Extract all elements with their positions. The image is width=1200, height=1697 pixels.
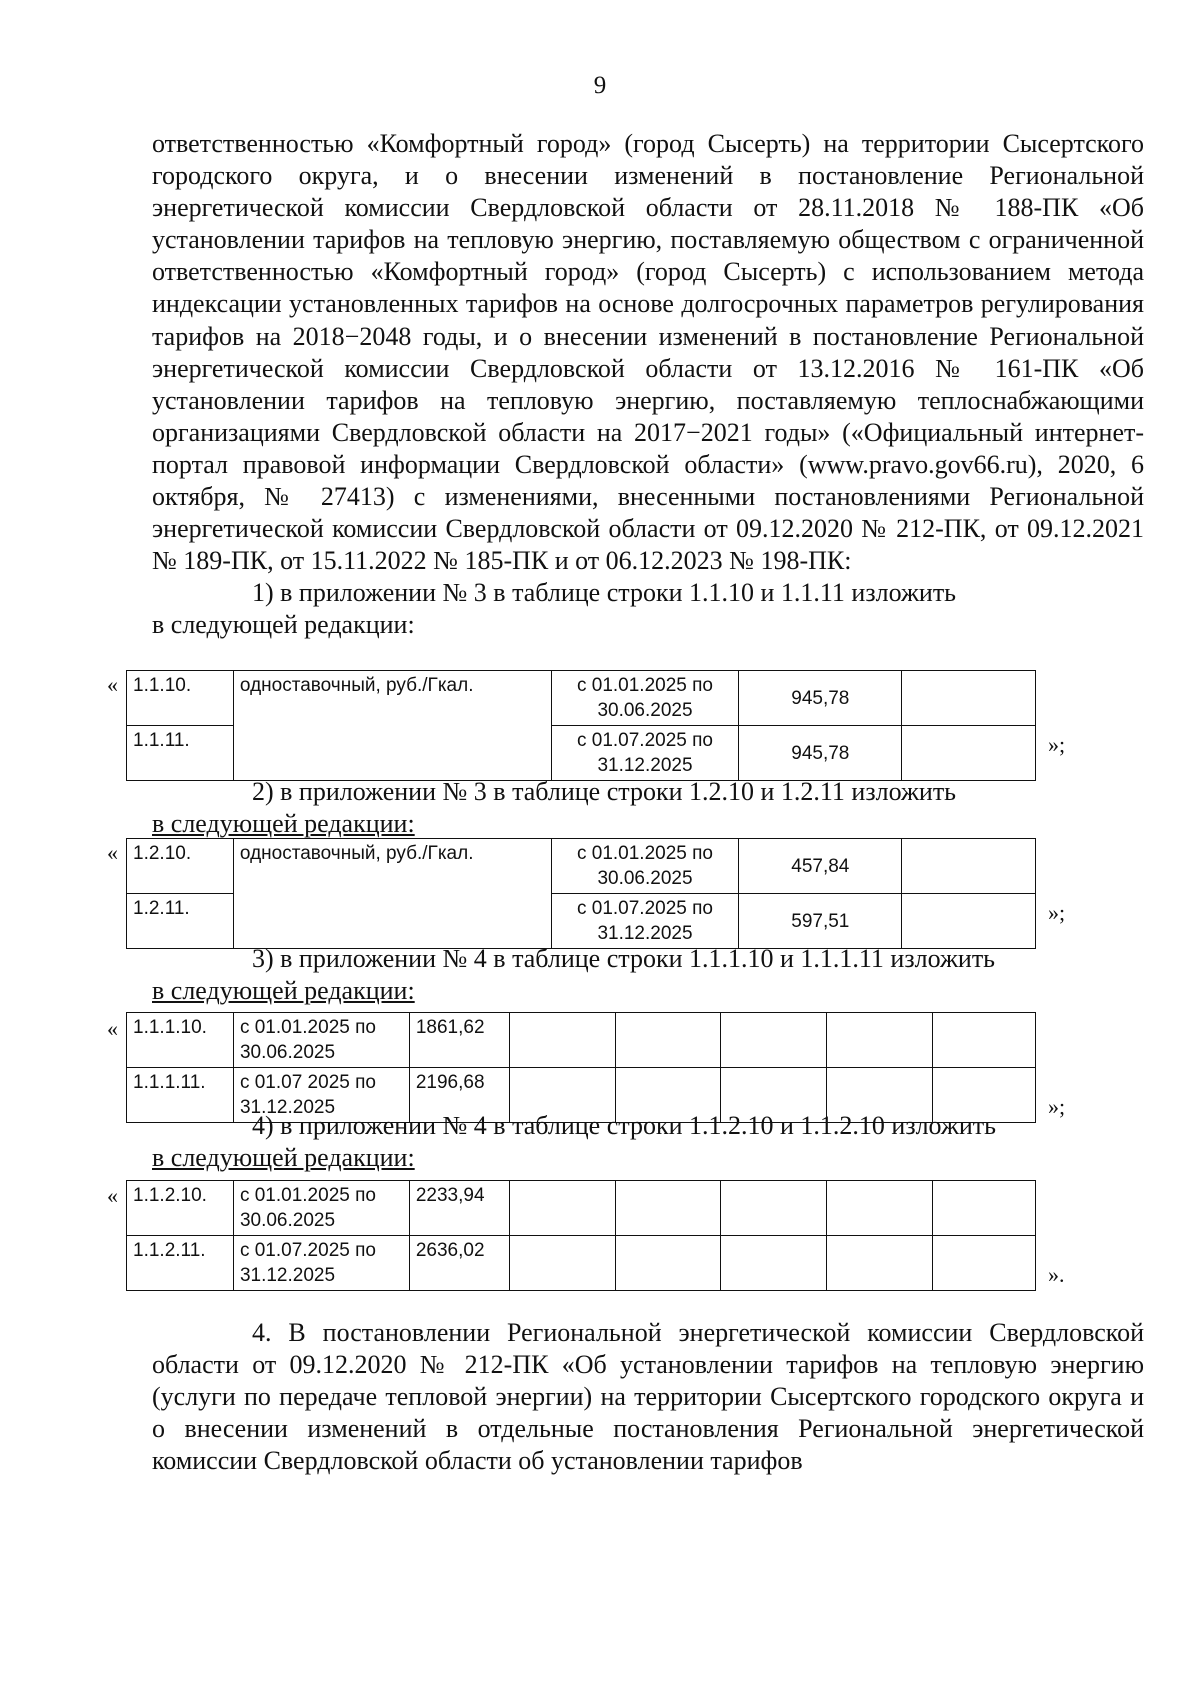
item-4-continuation: в следующей редакции: (152, 1143, 415, 1173)
item-1-open-quote: « (107, 672, 118, 697)
empty-cell (615, 1013, 721, 1068)
intro-paragraph (152, 128, 1144, 642)
method-cell: одноставочный, руб./Гкал. (233, 839, 551, 949)
empty-cell (902, 894, 1036, 949)
period-cell: с 01.07.2025 по 31.12.2025 (551, 894, 739, 949)
table-row (127, 1236, 1036, 1291)
period-cell: с 01.01.2025 по 30.06.2025 (233, 1181, 409, 1236)
value-cell: 2196,68 (409, 1068, 509, 1123)
table-row (127, 839, 1036, 894)
empty-cell (721, 1181, 827, 1236)
row-code: 1.1.2.11. (127, 1236, 234, 1291)
value-cell: 945,78 (739, 671, 902, 726)
item-3-close-quote: »; (1048, 1094, 1066, 1119)
empty-cell (615, 1236, 721, 1291)
method-cell: одноставочный, руб./Гкал. (233, 671, 551, 781)
empty-cell (827, 1013, 933, 1068)
item-1-close-quote: »; (1048, 732, 1066, 757)
empty-cell (721, 1236, 827, 1291)
table-item-3 (126, 1012, 1036, 1123)
row-code: 1.1.1.11. (127, 1068, 234, 1123)
item-3-text (152, 943, 1144, 1007)
page-number: 9 (593, 72, 607, 99)
empty-cell (827, 1181, 933, 1236)
closing-paragraph (152, 1317, 1144, 1477)
period-cell: с 01.07 2025 по 31.12.2025 (233, 1068, 409, 1123)
value-cell: 1861,62 (409, 1013, 509, 1068)
row-code: 1.1.10. (127, 671, 234, 726)
empty-cell (933, 1181, 1036, 1236)
empty-cell (509, 1236, 615, 1291)
item-2-close-quote: »; (1048, 900, 1066, 925)
empty-cell (615, 1181, 721, 1236)
item-3-open-quote: « (107, 1016, 118, 1041)
value-cell: 945,78 (739, 726, 902, 781)
empty-cell (509, 1181, 615, 1236)
item-4-close-quote: ». (1048, 1262, 1065, 1287)
value-cell: 2233,94 (409, 1181, 509, 1236)
item-2-text (152, 776, 1144, 840)
table-item-1 (126, 670, 1036, 781)
value-cell: 597,51 (739, 894, 902, 949)
intro-paragraph-text: ответственностью «Комфортный город» (город Сысерть) на территории Сысертского городского округа, и о внесении изменений в постановление Региональной энергетической комиссии Свердловской области от 28.11.2018 № 188-ПК «Об установлении тарифов на тепловую энергию, поставляемую обществом с ограниченной ответственностью «Комфортный город» (город Сысерть) с использованием метода индексации установленных тарифов на основе долгосрочных параметров регулирования тарифов на 2018−2048 годы, и о внесении изменений в постановление Региональной энергетической комиссии Свердловской области от 13.12.2016 № 161-ПК «Об установлении тарифов на тепловую энергию, поставляемую теплоснабжающими организациями Свердловской области на 2017−2021 годы» («Официальный интернет-портал правовой информации Свердловской области» (www.pravo.gov66.ru), 2020, 6 октября, № 27413) с изменениями, внесенными постановлениями Региональной энергетической комиссии Свердловской области от 09.12.2020 № 212-ПК, от 09.12.2021 № 189-ПК, от 15.11.2022 № 185-ПК и от 06.12.2023 № 198-ПК: (152, 129, 1144, 576)
empty-cell (933, 1013, 1036, 1068)
table-row (127, 1181, 1036, 1236)
item-3-instruction: 3) в приложении № 4 в таблице строки 1.1.1.10 и 1.1.1.11 изложить (252, 944, 996, 973)
item-4-instruction: 4) в приложении № 4 в таблице строки 1.1.2.10 и 1.1.2.10 изложить (252, 1111, 997, 1140)
table-item-4 (126, 1180, 1036, 1291)
row-code: 1.1.2.10. (127, 1181, 234, 1236)
empty-cell (902, 671, 1036, 726)
empty-cell (902, 839, 1036, 894)
period-cell: с 01.07.2025 по 31.12.2025 (551, 726, 739, 781)
closing-paragraph-text: 4. В постановлении Региональной энергетической комиссии Свердловской области от 09.12.2020 № 212-ПК «Об установлении тарифов на тепловую энергию (услуги по передаче тепловой энергии) на территории Сысертского городского округа и о внесении изменений в отдельные постановления Региональной энергетической комиссии Свердловской области об установлении тарифов (152, 1318, 1144, 1476)
item-2-instruction: 2) в приложении № 3 в таблице строки 1.2.10 и 1.2.11 изложить (252, 777, 957, 806)
item-3-continuation: в следующей редакции: (152, 976, 415, 1006)
period-cell: с 01.01.2025 по 30.06.2025 (551, 839, 739, 894)
item-1-continuation: в следующей редакции: (152, 610, 415, 640)
empty-cell (721, 1013, 827, 1068)
table-row (127, 1013, 1036, 1068)
period-cell: с 01.01.2025 по 30.06.2025 (551, 671, 739, 726)
value-cell: 2636,02 (409, 1236, 509, 1291)
empty-cell (933, 1236, 1036, 1291)
row-code: 1.2.11. (127, 894, 234, 949)
row-code: 1.1.11. (127, 726, 234, 781)
item-1-instruction: 1) в приложении № 3 в таблице строки 1.1.10 и 1.1.11 изложить (252, 578, 957, 608)
row-code: 1.1.1.10. (127, 1013, 234, 1068)
empty-cell (509, 1013, 615, 1068)
row-code: 1.2.10. (127, 839, 234, 894)
period-cell: с 01.01.2025 по 30.06.2025 (233, 1013, 409, 1068)
item-4-open-quote: « (107, 1183, 118, 1208)
item-2-continuation: в следующей редакции: (152, 809, 415, 839)
empty-cell (827, 1236, 933, 1291)
empty-cell (902, 726, 1036, 781)
value-cell: 457,84 (739, 839, 902, 894)
table-row (127, 671, 1036, 726)
period-cell: с 01.07.2025 по 31.12.2025 (233, 1236, 409, 1291)
table-item-2 (126, 838, 1036, 949)
item-4-text (152, 1110, 1144, 1174)
item-2-open-quote: « (107, 840, 118, 865)
